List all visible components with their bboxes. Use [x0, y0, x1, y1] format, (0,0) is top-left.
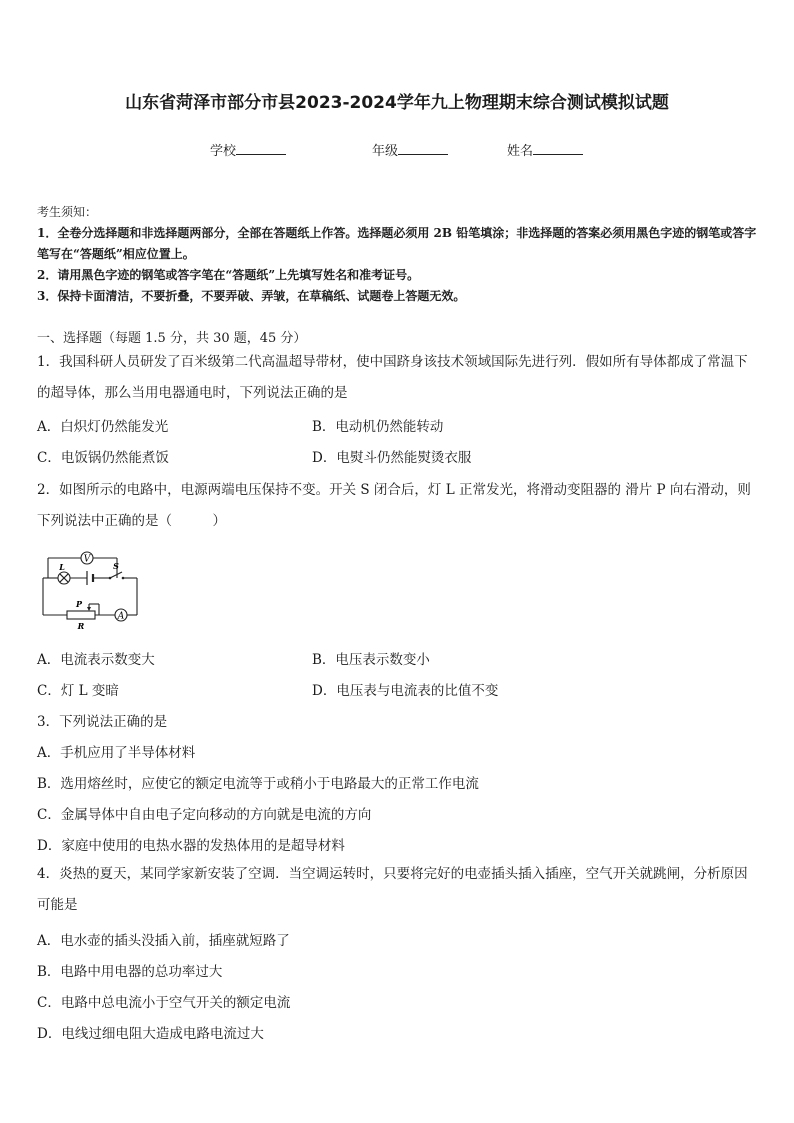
school-field — [210, 140, 286, 159]
svg-text:A: A — [117, 611, 125, 622]
question-4-option-a: A．电水壶的插头没插入前，插座就短路了 — [37, 933, 290, 949]
grade-field — [372, 140, 448, 159]
name-blank — [533, 141, 583, 155]
question-1-option-d: D．电熨斗仍然能熨烫衣服 — [312, 450, 472, 466]
question-2-option-a: A．电流表示数变大 — [37, 652, 155, 668]
grade-label: 年级 — [372, 144, 399, 159]
question-2-stem: 2．如图所示的电路中，电源两端电压保持不变。开关 S 闭合后，灯 L 正常发光，将滑动变阻器的 滑片 P 向右滑动，则下列说法中正确的是（ ） — [37, 482, 751, 529]
battery-icon — [87, 571, 93, 585]
svg-text:P: P — [75, 599, 83, 609]
name-label: 姓名 — [507, 144, 534, 159]
name-field — [507, 140, 583, 159]
question-4-stem: 4．炎热的夏天，某同学家新安装了空调．当空调运转时，只要将完好的电壶插头插入插座，空气开关就跳闸，分析原因可能是 — [37, 866, 748, 913]
section-title: 一、选择题（每题 1.5 分，共 30 题，45 分） — [37, 331, 307, 346]
question-1-option-b: B．电动机仍然能转动 — [312, 419, 444, 435]
question-4-option-b: B．电路中用电器的总功率过大 — [37, 964, 223, 980]
exam-notice — [37, 202, 759, 307]
question-1-option-a: A．白炽灯仍然能发光 — [37, 419, 169, 435]
grade-blank — [398, 141, 448, 155]
question-4-option-d: D．电线过细电阻大造成电路电流过大 — [37, 1026, 264, 1042]
question-1-stem: 1．我国科研人员研发了百米级第二代高温超导带材，使中国跻身该技术领域国际先进行列．假如所有导体都成了常温下的超导体，那么当用电器通电时，下列说法正确的是 — [37, 354, 748, 401]
question-2-option-d: D．电压表与电流表的比值不变 — [312, 683, 499, 699]
svg-text:S: S — [113, 561, 119, 571]
page-title: 山东省菏泽市部分市县2023-2024学年九上物理期末综合测试模拟试题 — [125, 93, 669, 113]
svg-text:V: V — [83, 554, 91, 565]
svg-text:R: R — [77, 621, 85, 631]
question-3-option-c: C．金属导体中自由电子定向移动的方向就是电流的方向 — [37, 807, 372, 823]
notice-heading: 考生须知： — [37, 205, 98, 219]
student-info-row — [0, 140, 794, 160]
notice-item: 1．全卷分选择题和非选择题两部分，全部在答题纸上作答。选择题必须用 2B 铅笔填涂；非选择题的答案必须用黑色字迹的钢笔或答字笔写在“答题纸”相应位置上。 — [37, 226, 757, 261]
ammeter-icon — [115, 609, 127, 622]
question-1-option-c: C．电饭锅仍然能煮饭 — [37, 450, 169, 466]
question-4-option-c: C．电路中总电流小于空气开关的额定电流 — [37, 995, 291, 1011]
question-3-stem: 3．下列说法正确的是 — [37, 714, 168, 730]
question-2-option-c: C．灯 L 变暗 — [37, 683, 119, 699]
voltmeter-icon — [81, 552, 93, 565]
rheostat-icon — [67, 599, 99, 631]
school-blank — [236, 141, 286, 155]
question-3-option-b: B．选用熔丝时，应使它的额定电流等于或稍小于电路最大的正常工作电流 — [37, 776, 479, 792]
notice-item: 3．保持卡面清洁，不要折叠，不要弄破、弄皱，在草稿纸、试题卷上答题无效。 — [37, 289, 466, 303]
question-2-option-b: B．电压表示数变小 — [312, 652, 430, 668]
circuit-diagram — [37, 547, 142, 633]
lamp-icon — [58, 562, 70, 584]
notice-item: 2．请用黑色字迹的钢笔或答字笔在“答题纸”上先填写姓名和准考证号。 — [37, 268, 420, 282]
question-3-option-a: A．手机应用了半导体材料 — [37, 745, 196, 761]
svg-text:L: L — [59, 562, 65, 572]
school-label: 学校 — [210, 144, 237, 159]
question-3-option-d: D．家庭中使用的电热水器的发热体用的是超导材料 — [37, 838, 345, 854]
